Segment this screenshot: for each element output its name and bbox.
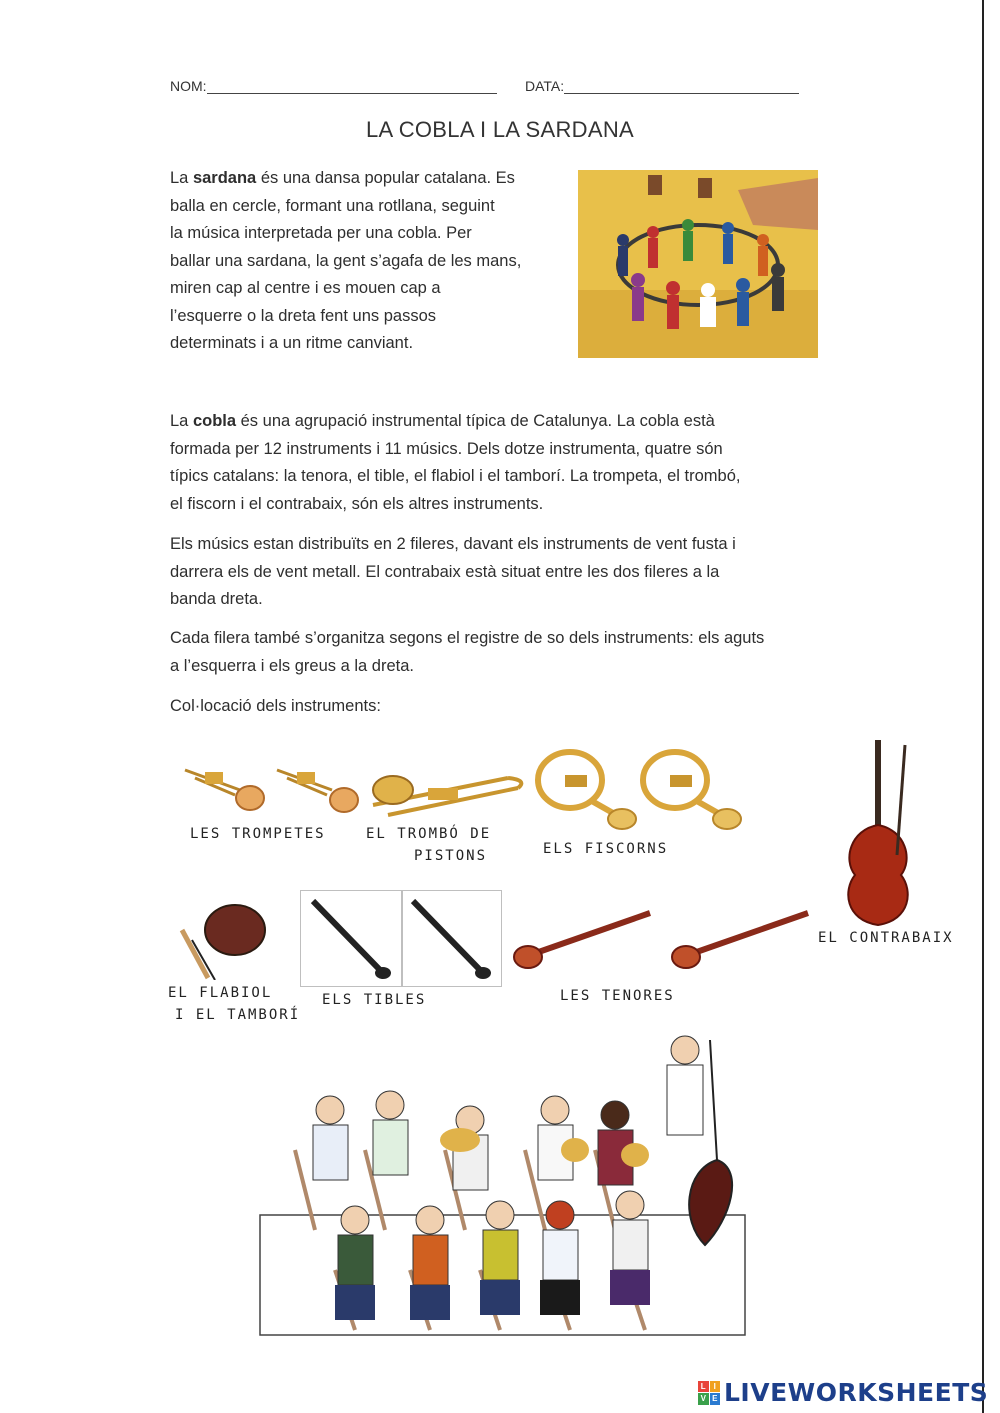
date-blank[interactable] [564,79,799,94]
page-title: LA COBLA I LA SARDANA [366,117,634,142]
cobla-paragraph-2 [170,531,870,614]
sardana-dancers-image [578,170,818,358]
tible-frame [402,890,502,987]
liveworksheets-logo[interactable] [698,1378,988,1407]
label-fiscorns: ELS FISCORNS [543,841,669,857]
scan-border [982,0,984,1413]
cobla-line: Cada filera també s’organitza segons el registre de so dels instruments: els aguts [170,629,765,647]
cobla-line: darrera els de vent metall. El contrabaix està situat entre les dos fileres a la [170,562,720,581]
trumpet-icon [272,750,362,815]
cobla-line: típics catalans: la tenora, el tible, el flabiol i el tamborí. La trompeta, el trombó, [170,467,741,485]
intro-line: determinats i a un ritme canviant. [170,334,414,352]
name-blank[interactable] [207,79,497,94]
flugelhorn-icon [635,745,745,830]
label-flabiol-2: I EL TAMBORÍ [175,1007,301,1023]
double-bass-icon [835,735,925,930]
cobla-line: a l’esquerra i els greus a la dreta. [170,656,414,675]
label-trompetes: LES TROMPETES [190,826,326,842]
name-field[interactable] [170,78,497,94]
intro-line: ballar una sardana, la gent s’agafa de les mans, [170,251,522,270]
label-tibles: ELS TIBLES [322,992,427,1008]
logo-mark-icon: L I V E [698,1381,720,1405]
cobla-line: La cobla és una agrupació instrumental típica de Catalunya. La cobla està [170,412,715,430]
cobla-line: formada per 12 instruments i 11 músics. Dels dotze instrumenta, quatre són [170,439,723,458]
intro-line: la música interpretada per una cobla. Per [170,224,472,242]
label-trombo-1: EL TROMBÓ DE [366,826,492,842]
clarinet-icon [403,891,501,986]
valve-trombone-icon [368,760,533,830]
clarinet-icon [301,891,401,986]
name-label: NOM: [170,78,207,94]
flugelhorn-icon [530,745,640,830]
label-contrabaix: EL CONTRABAIX [818,930,954,946]
tible-frame [300,890,402,987]
intro-line: La sardana és una dansa popular catalana. Es [170,169,515,187]
label-trombo-2: PISTONS [414,848,488,864]
intro-paragraph [170,165,570,358]
trumpet-icon [180,750,270,815]
placement-label: Col·locació dels instruments: [170,697,381,715]
date-field[interactable] [525,78,799,94]
cobla-paragraph-3 [170,625,870,680]
label-flabiol-1: EL FLABIOL [168,985,273,1001]
cobla-paragraph-1 [170,408,870,518]
intro-line: balla en cercle, formant una rotllana, seguint [170,196,495,215]
cobla-musicians-illustration [255,1030,750,1340]
date-label: DATA: [525,78,565,94]
label-tenores: LES TENORES [560,988,675,1004]
tenora-icon [668,905,813,975]
cobla-line: Els músics estan distribuïts en 2 fileres, davant els instruments de vent fusta i [170,535,736,553]
cobla-line: el fiscorn i el contrabaix, són els altres instruments. [170,494,544,513]
logo-text: LIVEWORKSHEETS [724,1378,989,1407]
tenora-icon [510,905,655,975]
intro-line: l’esquerre o la dreta fent uns passos [170,306,436,325]
cobla-line: banda dreta. [170,590,263,608]
flabiol-tambori-icon [170,890,270,980]
intro-line: miren cap al centre i es mouen cap a [170,279,441,297]
